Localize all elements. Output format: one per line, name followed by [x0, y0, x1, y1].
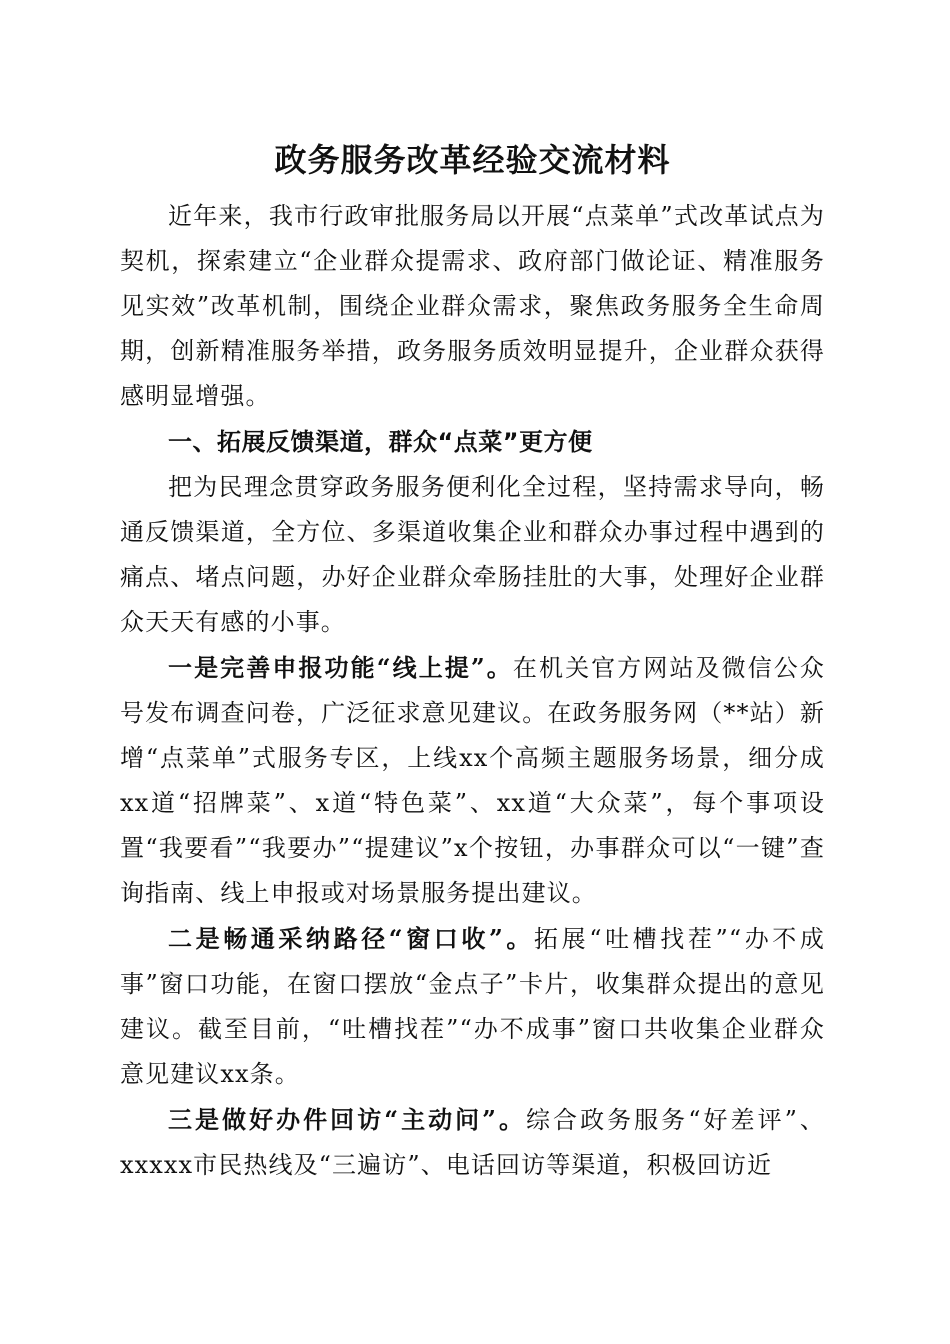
document-body — [120, 138, 825, 1188]
section-paragraph: 把为民理念贯穿政务服务便利化全过程，坚持需求导向，畅通反馈渠道，全方位、多渠道收集企业和群众办事过程中遇到的痛点、堵点问题，办好企业群众牵肠挂肚的大事，处理好企业群众天天有感的小事。 — [120, 473, 825, 636]
document-title: 政务服务改革经验交流材料 — [274, 141, 671, 179]
item-text: 综合政务服务“好差评”、xxxxx市民热线及“三遍访”、电话回访等渠道，积极回访近 — [120, 1106, 825, 1179]
item-text: 在机关官方网站及微信公众号发布调查问卷，广泛征求意见建议。在政务服务网（**站）新增“点菜单”式服务专区，上线xx个高频主题服务场景，细分成xx道“招牌菜”、x道“特色菜”、xx道“大众菜”，每个事项设置“我要看”“我要办”“提建议”x个按钮，办事群众可以“一键”查询指南、线上申报或对场景服务提出建议。 — [120, 654, 825, 907]
intro-paragraph: 近年来，我市行政审批服务局以开展“点菜单”式改革试点为契机，探索建立“企业群众提需求、政府部门做论证、精准服务见实效”改革机制，围绕企业群众需求，聚焦政务服务全生命周期，创新精准服务举措，政务服务质效明显提升，企业群众获得感明显增强。 — [120, 202, 825, 410]
item-paragraph-2 — [120, 916, 825, 1097]
item-paragraph-3 — [120, 1097, 825, 1188]
item-lead: 二是畅通采纳路径“窗口收”。 — [168, 924, 534, 953]
section-heading: 一、拓展反馈渠道，群众“点菜”更方便 — [168, 428, 593, 456]
item-paragraph-1 — [120, 645, 825, 916]
item-text: 拓展“吐槽找茬”“办不成事”窗口功能，在窗口摆放“金点子”卡片，收集群众提出的意见建议。截至目前，“吐槽找茬”“办不成事”窗口共收集企业群众意见建议xx条。 — [120, 925, 825, 1088]
item-lead: 一是完善申报功能“线上提”。 — [168, 653, 513, 682]
item-lead: 三是做好办件回访“主动问”。 — [168, 1105, 527, 1134]
